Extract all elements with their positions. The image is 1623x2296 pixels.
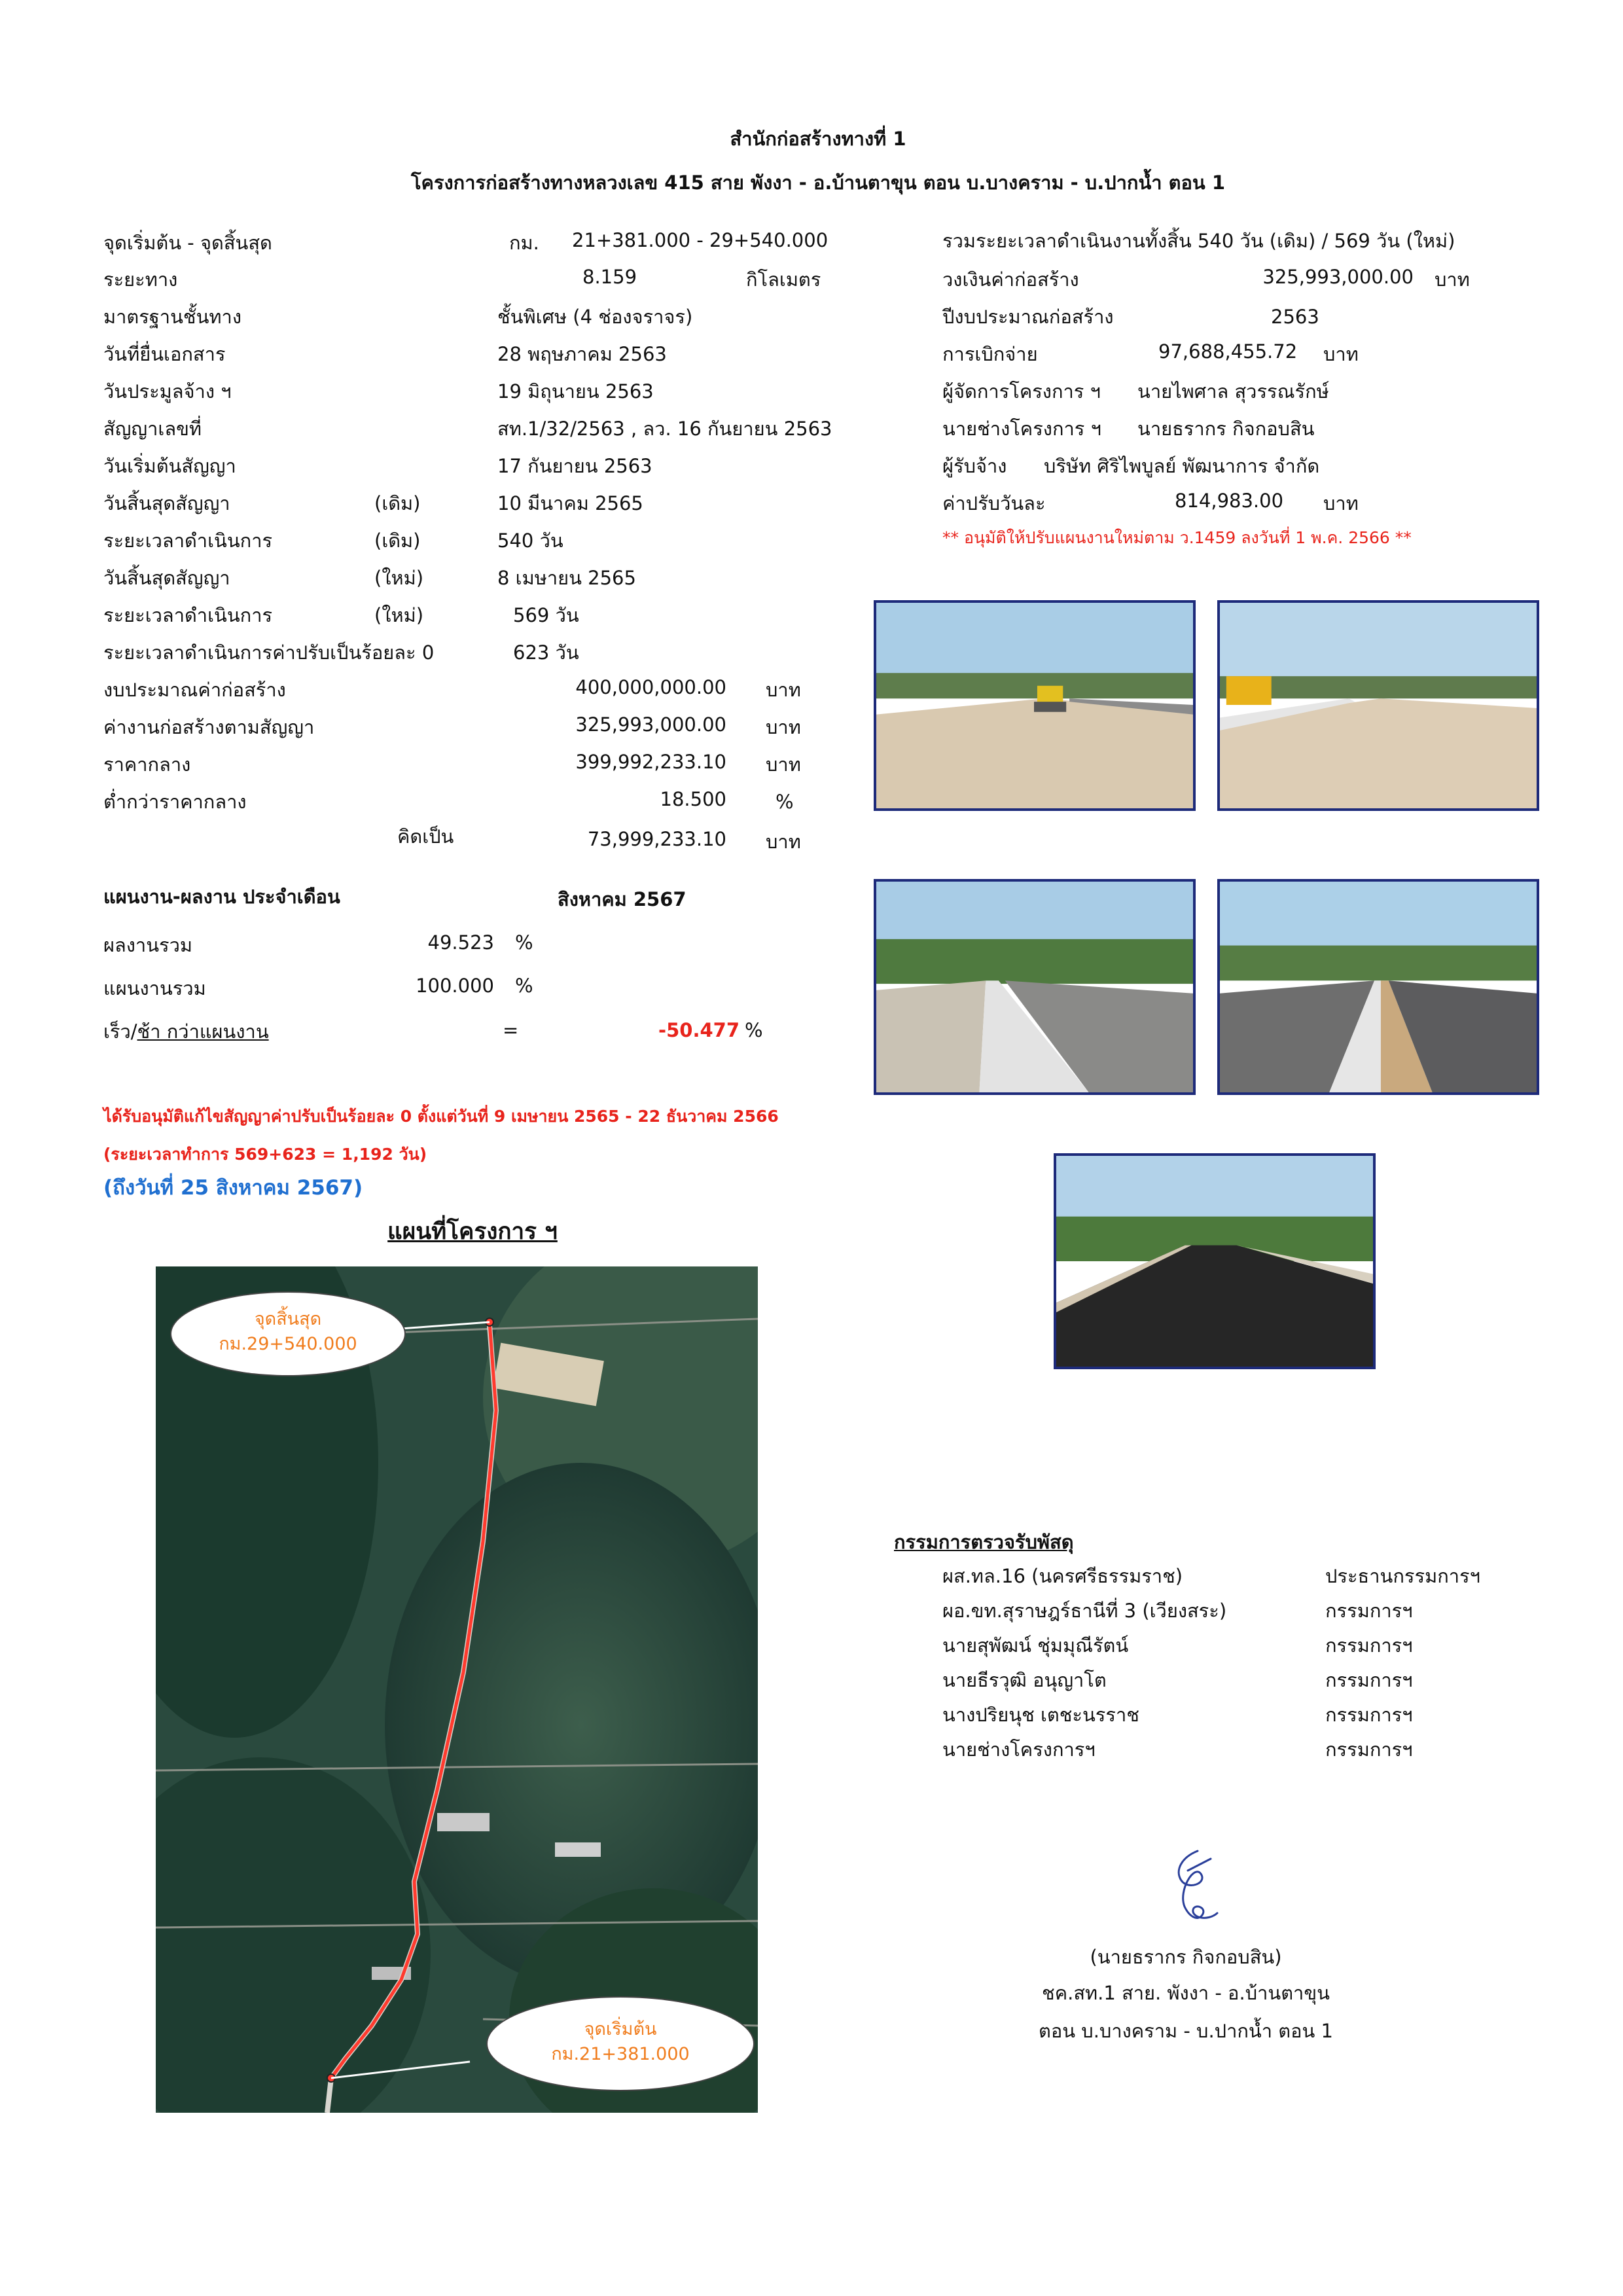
duration-orig-tag: (เดิม) xyxy=(374,529,421,552)
total-duration: รวมระยะเวลาดำเนินงานทั้งสิ้น 540 วัน (เดิม) / 569 วัน (ใหม่) xyxy=(942,230,1455,252)
construction-budget-unit: บาท xyxy=(1435,268,1470,291)
submit-date-label: วันที่ยื่นเอกสาร xyxy=(103,343,226,365)
contractor-label: ผู้รับจ้าง xyxy=(942,455,1007,477)
start-end-unit: กม. xyxy=(509,232,539,254)
start-point-km: กม.21+381.000 xyxy=(551,2044,690,2064)
submit-date-value: 28 พฤษภาคม 2563 xyxy=(497,343,667,365)
contract-value-unit: บาท xyxy=(766,716,801,738)
committee-member-name: ผอ.ขท.สุราษฎร์ธานีที่ 3 (เวียงสระ) xyxy=(942,1600,1227,1622)
committee-member-role: กรรมการฯ xyxy=(1325,1704,1413,1726)
signature-mark xyxy=(1162,1844,1234,1929)
start-point-label: จุดเริ่มต้น xyxy=(584,2019,657,2039)
duration-penalty-label: ระยะเวลาดำเนินการค่าปรับเป็นร้อยละ 0 xyxy=(103,641,435,664)
contractor-value: บริษัท ศิริไพบูลย์ พัฒนาการ จำกัด xyxy=(1044,455,1320,477)
diff-label-rest: กว่าแผนงาน xyxy=(160,1020,269,1043)
median-price-label: ราคากลาง xyxy=(103,753,191,776)
end-point-label: จุดสิ้นสุด xyxy=(254,1309,322,1329)
distance-value: 8.159 xyxy=(582,266,637,288)
committee-member-name: นายสุพัฒน์ ชุ่มมุณีรัตน์ xyxy=(942,1634,1129,1657)
start-point-callout xyxy=(486,1996,755,2091)
diff-equals: = xyxy=(503,1019,519,1041)
daily-penalty-value: 814,983.00 xyxy=(1175,490,1284,512)
diff-unit: % xyxy=(745,1019,763,1041)
daily-penalty-unit: บาท xyxy=(1323,492,1359,514)
committee-member-role: กรรมการฯ xyxy=(1325,1669,1413,1691)
equals-label: คิดเป็น xyxy=(397,825,454,848)
project-title: โครงการก่อสร้างทางหลวงเลข 415 สาย พังงา - อ.บ้านตาขุน ตอน บ.บางคราม - บ.ปากน้ำ ตอน 1 xyxy=(410,171,1226,194)
auction-date-label: วันประมูลจ้าง ฯ xyxy=(103,380,232,403)
daily-penalty-label: ค่าปรับวันละ xyxy=(942,492,1046,514)
contract-value-value: 325,993,000.00 xyxy=(575,713,726,736)
start-end-label: จุดเริ่มต้น - จุดสิ้นสุด xyxy=(103,232,272,254)
duration-orig-label: ระยะเวลาดำเนินการ xyxy=(103,529,273,552)
median-price-unit: บาท xyxy=(766,753,801,776)
committee-member-name: ผส.ทล.16 (นครศรีธรรมราช) xyxy=(942,1565,1183,1587)
contract-end-orig-tag: (เดิม) xyxy=(374,492,421,514)
replan-note: ** อนุมัติให้ปรับแผนงานใหม่ตาม ว.1459 ลงวันที่ 1 พ.ค. 2566 ** xyxy=(942,528,1412,547)
committee-member-name: นางปริยนุช เตชะนรราช xyxy=(942,1704,1139,1726)
committee-member-role: กรรมการฯ xyxy=(1325,1634,1413,1657)
equals-value: 73,999,233.10 xyxy=(587,828,726,850)
distance-unit: กิโลเมตร xyxy=(746,268,821,291)
site-photo-2 xyxy=(1217,600,1539,811)
actual-value: 49.523 xyxy=(427,931,494,954)
contract-no-label: สัญญาเลขที่ xyxy=(103,418,202,440)
actual-label: ผลงานรวม xyxy=(103,934,193,956)
disbursement-label: การเบิกจ่าย xyxy=(942,343,1038,365)
contract-end-orig-label: วันสิ้นสุดสัญญา xyxy=(103,492,230,514)
manager-value: นายไพศาล สุวรรณรักษ์ xyxy=(1137,380,1329,403)
committee-title: กรรมการตรวจรับพัสดุ xyxy=(894,1531,1074,1553)
below-median-unit: % xyxy=(776,791,794,813)
approval-line1: ได้รับอนุมัติแก้ไขสัญญาค่าปรับเป็นร้อยละ 0 ตั้งแต่วันที่ 9 เมษายน 2565 - 22 ธันวาคม 2566 xyxy=(103,1107,779,1126)
committee-member-role: กรรมการฯ xyxy=(1325,1738,1413,1761)
contract-value-label: ค่างานก่อสร้างตามสัญญา xyxy=(103,716,315,738)
auction-date-value: 19 มิถุนายน 2563 xyxy=(497,380,654,403)
progress-month: สิงหาคม 2567 xyxy=(558,888,687,910)
equals-unit: บาท xyxy=(766,831,801,853)
plan-value: 100.000 xyxy=(416,975,494,997)
plan-label: แผนงานรวม xyxy=(103,977,206,999)
budget-unit: บาท xyxy=(766,679,801,701)
site-photo-3 xyxy=(874,879,1196,1095)
approval-line2: (ระยะเวลาทำการ 569+623 = 1,192 วัน) xyxy=(103,1145,427,1164)
duration-orig-value: 540 วัน xyxy=(497,529,563,552)
site-photo-4 xyxy=(1217,879,1539,1095)
diff-label-slow: ช้า xyxy=(137,1020,161,1043)
committee-member-name: นายช่างโครงการฯ xyxy=(942,1738,1096,1761)
committee-member-name: นายธีรวุฒิ อนุญาโต xyxy=(942,1669,1107,1691)
budget-value: 400,000,000.00 xyxy=(575,676,726,698)
construction-budget-label: วงเงินค่าก่อสร้าง xyxy=(942,268,1079,291)
diff-label-fast: เร็ว/ xyxy=(103,1020,137,1043)
contract-end-orig-value: 10 มีนาคม 2565 xyxy=(497,492,643,514)
duration-new-label: ระยะเวลาดำเนินการ xyxy=(103,604,273,626)
engineer-value: นายธรากร กิจกอบสิน xyxy=(1137,418,1315,440)
duration-penalty-value: 623 วัน xyxy=(513,641,579,664)
actual-unit: % xyxy=(515,931,533,954)
below-median-value: 18.500 xyxy=(660,788,726,810)
duration-new-tag: (ใหม่) xyxy=(374,604,424,626)
committee-member-role: กรรมการฯ xyxy=(1325,1600,1413,1622)
contract-no-value: สท.1/32/2563 , ลว. 16 กันยายน 2563 xyxy=(497,418,832,440)
end-point-km: กม.29+540.000 xyxy=(219,1334,357,1354)
map-title: แผนที่โครงการ ฯ xyxy=(387,1219,558,1245)
site-photo-5 xyxy=(1054,1153,1376,1369)
contract-start-value: 17 กันยายน 2563 xyxy=(497,455,652,477)
diff-value: -50.477 xyxy=(658,1019,740,1041)
contract-end-new-value: 8 เมษายน 2565 xyxy=(497,567,636,589)
fiscal-year-label: ปีงบประมาณก่อสร้าง xyxy=(942,306,1114,328)
project-map xyxy=(156,1266,758,2113)
standard-label: มาตรฐานชั้นทาง xyxy=(103,306,241,328)
contract-start-label: วันเริ่มต้นสัญญา xyxy=(103,455,236,477)
disbursement-value: 97,688,455.72 xyxy=(1158,340,1298,363)
below-median-label: ต่ำกว่าราคากลาง xyxy=(103,791,247,813)
contract-end-new-label: วันสิ้นสุดสัญญา xyxy=(103,567,230,589)
signer-position-2: ตอน บ.บางคราม - บ.ปากน้ำ ตอน 1 xyxy=(1039,2020,1333,2042)
contract-end-new-tag: (ใหม่) xyxy=(374,567,424,589)
diff-label xyxy=(103,1020,269,1043)
duration-new-value: 569 วัน xyxy=(513,604,579,626)
standard-value: ชั้นพิเศษ (4 ช่องจราจร) xyxy=(497,306,693,328)
progress-title: แผนงาน-ผลงาน ประจำเดือน xyxy=(103,886,340,908)
engineer-label: นายช่างโครงการ ฯ xyxy=(942,418,1101,440)
committee-member-role: ประธานกรรมการฯ xyxy=(1325,1565,1480,1587)
fiscal-year-value: 2563 xyxy=(1271,306,1319,328)
end-point-callout xyxy=(170,1291,406,1376)
plan-unit: % xyxy=(515,975,533,997)
distance-label: ระยะทาง xyxy=(103,268,178,291)
office-title: สำนักก่อสร้างทางที่ 1 xyxy=(730,128,906,150)
map-satellite-image xyxy=(156,1266,758,2113)
disbursement-unit: บาท xyxy=(1323,343,1359,365)
site-photo-1 xyxy=(874,600,1196,811)
signer-name: (นายธรากร กิจกอบสิน) xyxy=(1090,1946,1282,1968)
start-end-value: 21+381.000 - 29+540.000 xyxy=(572,229,829,251)
budget-label: งบประมาณค่าก่อสร้าง xyxy=(103,679,286,701)
signer-position-1: ชค.สท.1 สาย. พังงา - อ.บ้านตาขุน xyxy=(1042,1982,1330,2004)
median-price-value: 399,992,233.10 xyxy=(575,751,726,773)
manager-label: ผู้จัดการโครงการ ฯ xyxy=(942,380,1101,403)
construction-budget-value: 325,993,000.00 xyxy=(1262,266,1414,288)
as-of-date: (ถึงวันที่ 25 สิงหาคม 2567) xyxy=(103,1176,363,1200)
